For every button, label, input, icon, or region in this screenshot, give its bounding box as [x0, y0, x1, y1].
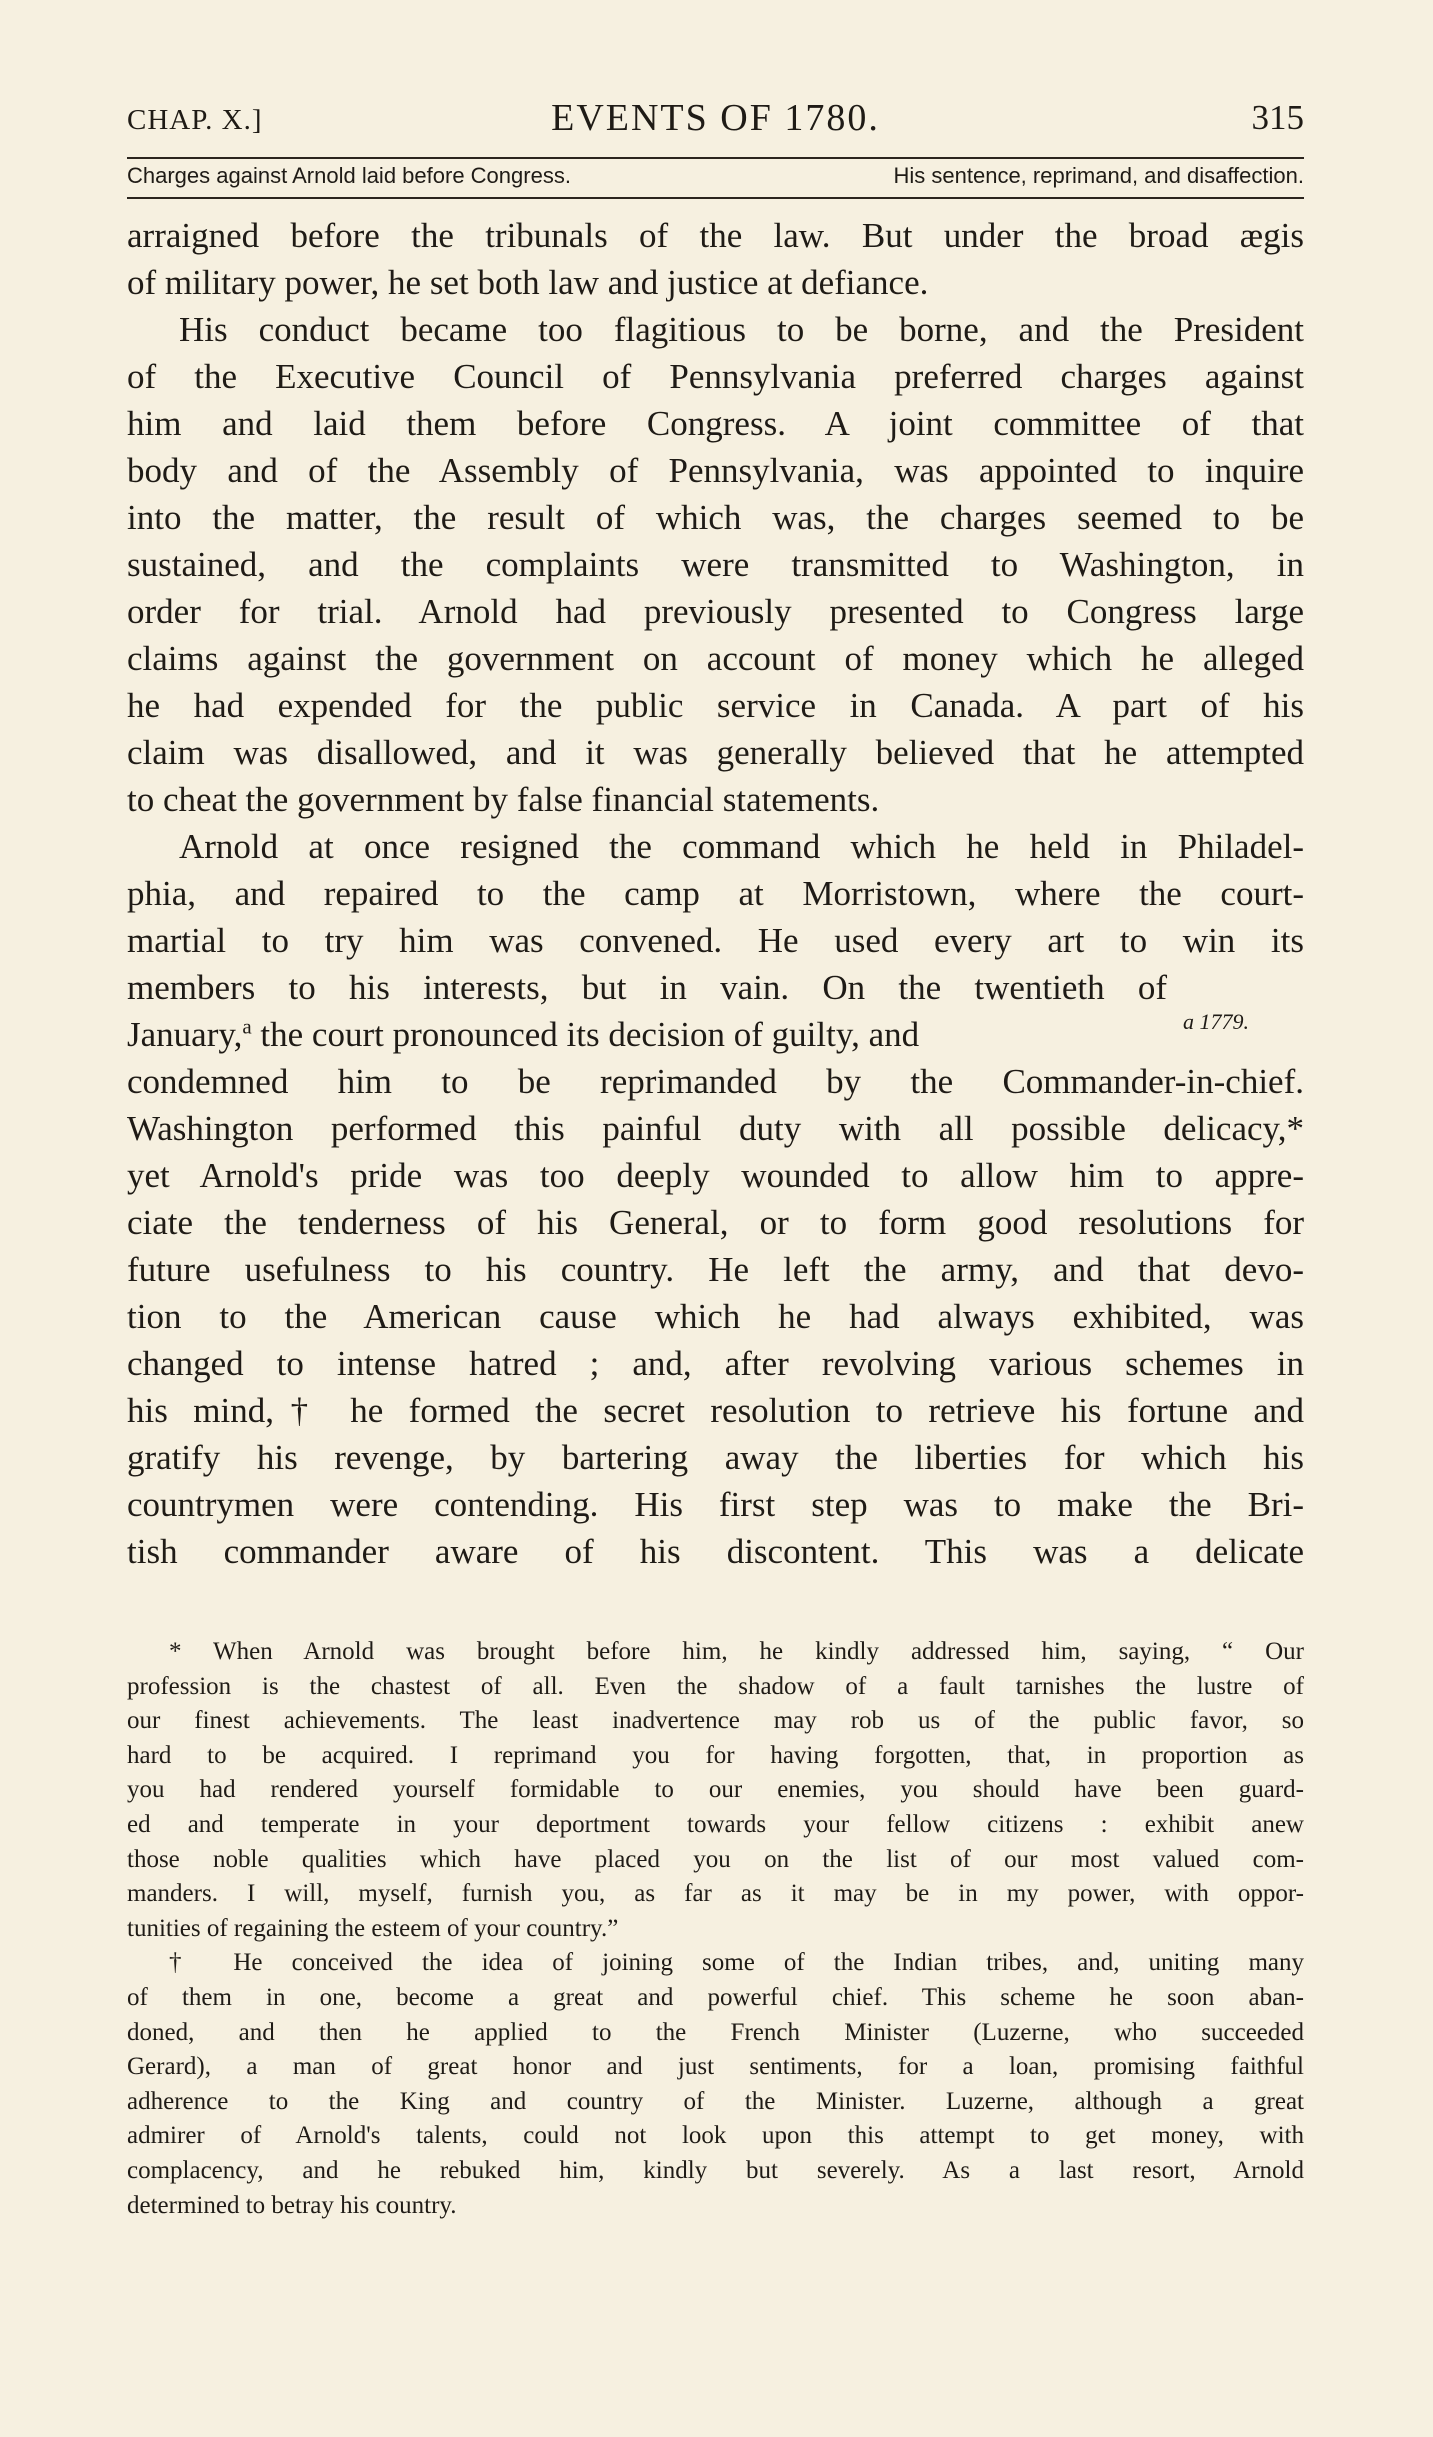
margin-note: a 1779. [1183, 1009, 1249, 1034]
body-line: changed to intense hatred ; and, after revolving various schemes in [127, 1344, 1304, 1383]
footnote-line: doned, and then he applied to the French Minister (Luzerne, who succeeded [127, 2018, 1304, 2046]
footnote-line: manders. I will, myself, furnish you, as far as it may be in my power, with oppor- [127, 1880, 1304, 1908]
body-line: countrymen were contending. His first step was to make the Bri- [127, 1485, 1304, 1524]
subheading [127, 163, 1304, 193]
january-word: January, [127, 1015, 243, 1054]
body-line: martial to try him was convened. He used every art to win its [127, 921, 1304, 960]
paragraph-start-line: His conduct became too flagitious to be borne, and the President [179, 310, 1304, 349]
body-line: sustained, and the complaints were transmitted to Washington, in [127, 545, 1304, 584]
footnote-line: hard to be acquired. I reprimand you for having forgotten, that, in proportion as [127, 1741, 1304, 1769]
body-line: of the Executive Council of Pennsylvania preferred charges against [127, 357, 1304, 396]
footnotes [127, 1635, 1304, 2223]
body-line: members to his interests, but in vain. On the twentieth of [127, 968, 1167, 1007]
footnote-line: our finest achievements. The least inadvertence may rob us of the public favor, so [127, 1707, 1304, 1735]
footnote-line: ed and temperate in your deportment towards your fellow citizens : exhibit anew [127, 1810, 1304, 1838]
paragraph-start-line: Arnold at once resigned the command which he held in Philadel- [179, 827, 1304, 866]
footnote-line: Gerard), a man of great honor and just sentiments, for a loan, promising faithful [127, 2053, 1304, 2081]
footnote-line: you had rendered yourself formidable to our enemies, you should have been guard- [127, 1776, 1304, 1804]
header-rule-top [127, 157, 1304, 159]
footnote-line: † He conceived the idea of joining some of the Indian tribes, and, uniting many [169, 1949, 1304, 1977]
body-line-january [127, 1011, 1167, 1058]
subheading-right: His sentence, reprimand, and disaffection. [893, 163, 1304, 188]
body-line: condemned him to be reprimanded by the Commander-in-chief. [127, 1062, 1304, 1101]
body-text [127, 212, 1304, 1575]
body-line: Washington performed this painful duty with all possible delicacy,* [127, 1109, 1304, 1148]
body-line: to cheat the government by false financial statements. [127, 780, 880, 819]
body-line: tish commander aware of his discontent. This was a delicate [127, 1532, 1304, 1571]
footnote-line: those noble qualities which have placed you on the list of our most valued com- [127, 1845, 1304, 1873]
body-line: phia, and repaired to the camp at Morristown, where the court- [127, 874, 1304, 913]
body-line: claim was disallowed, and it was generally believed that he attempted [127, 733, 1304, 772]
running-head [127, 96, 1304, 144]
body-line: body and of the Assembly of Pennsylvania, was appointed to inquire [127, 451, 1304, 490]
margin-note-marker: a [242, 1014, 252, 1039]
body-line: tion to the American cause which he had always exhibited, was [127, 1297, 1304, 1336]
chapter-label: CHAP. X.] [127, 104, 263, 136]
subheading-left: Charges against Arnold laid before Congress. [127, 163, 571, 188]
january-line-rest: the court pronounced its decision of guilty, and [251, 1015, 920, 1054]
body-line: claims against the government on account of money which he alleged [127, 639, 1304, 678]
body-line: order for trial. Arnold had previously presented to Congress large [127, 592, 1304, 631]
body-line: him and laid them before Congress. A joint committee of that [127, 404, 1304, 443]
footnote-line: admirer of Arnold's talents, could not look upon this attempt to get money, with [127, 2122, 1304, 2150]
page-number: 315 [1251, 98, 1304, 137]
footnote-line: adherence to the King and country of the Minister. Luzerne, although a great [127, 2087, 1304, 2115]
header-rule-bottom [127, 197, 1304, 199]
body-line: of military power, he set both law and justice at defiance. [127, 263, 929, 302]
body-line: future usefulness to his country. He left the army, and that devo- [127, 1250, 1304, 1289]
body-line: into the matter, the result of which was, the charges seemed to be [127, 498, 1304, 537]
body-line: his mind,† he formed the secret resolution to retrieve his fortune and [127, 1391, 1304, 1430]
footnote-line: complacency, and he rebuked him, kindly but severely. As a last resort, Arnold [127, 2156, 1304, 2184]
footnote-line: determined to betray his country. [127, 2191, 457, 2219]
footnote-line: profession is the chastest of all. Even the shadow of a fault tarnishes the lustre of [127, 1672, 1304, 1700]
footnote-line: * When Arnold was brought before him, he kindly addressed him, saying, “ Our [169, 1638, 1304, 1665]
footnote-line: tunities of regaining the esteem of your country.” [127, 1914, 619, 1942]
body-line: ciate the tenderness of his General, or to form good resolutions for [127, 1203, 1304, 1242]
footnote-line: of them in one, become a great and powerful chief. This scheme he soon aban- [127, 1983, 1304, 2011]
body-line: yet Arnold's pride was too deeply wounded to allow him to appre- [127, 1156, 1304, 1195]
body-line: arraigned before the tribunals of the law. But under the broad ægis [127, 216, 1304, 255]
body-line: gratify his revenge, by bartering away the liberties for which his [127, 1438, 1304, 1477]
page-title: EVENTS OF 1780. [551, 97, 880, 139]
body-line: he had expended for the public service in Canada. A part of his [127, 686, 1304, 725]
